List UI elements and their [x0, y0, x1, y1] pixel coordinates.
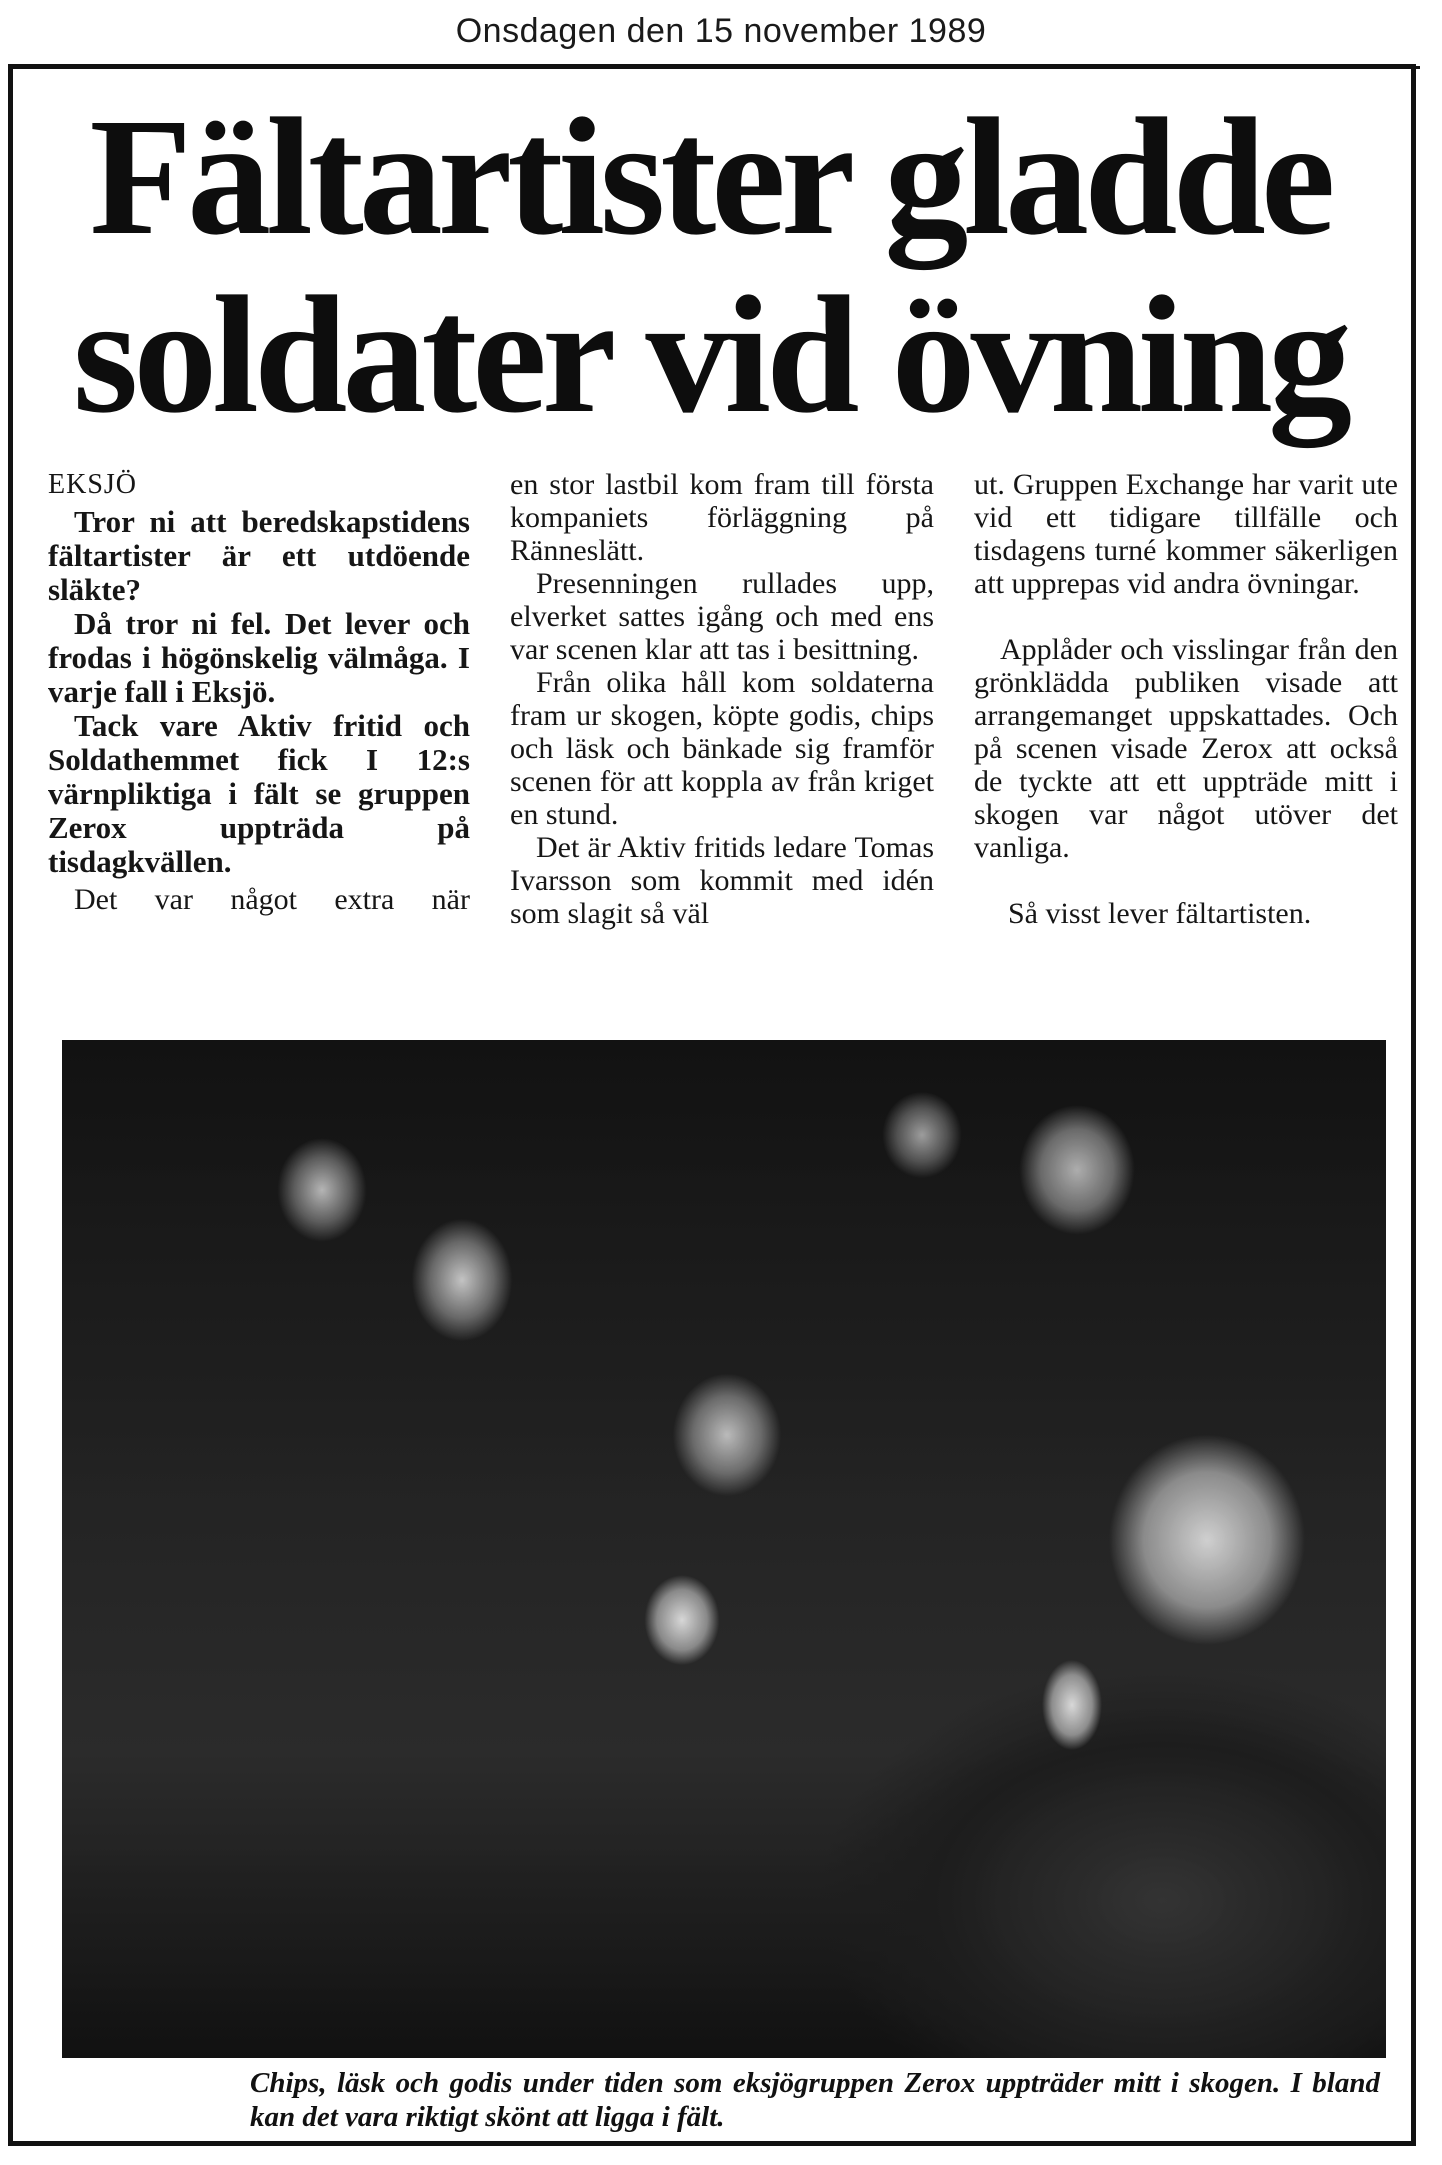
photo-caption: Chips, läsk och godis under tiden som eksjögruppen Zerox uppträder mitt i skogen. I bland kan det vara riktigt skönt att ligga i fält.: [250, 2067, 1380, 2133]
closing-paragraph: Så visst lever fältartisten.: [1008, 897, 1312, 930]
body-paragraph: Applåder och visslingar från den grönklädda publiken visade att arrangemanget uppskattades. Och på scenen visade Zerox att också de tyckte att ett uppträde mitt i skogen var något utöver det vanliga.: [974, 633, 1398, 864]
body-paragraph: en stor lastbil kom fram till första kompaniets förläggning på Ränneslätt.: [510, 468, 934, 567]
column-1: [48, 468, 470, 916]
lead-paragraph-1: Tror ni att beredskapstidens fältartister är ett utdöende släkte?: [48, 504, 470, 607]
body-paragraph-start: Det var något extra när: [74, 883, 470, 916]
top-rule: [420, 66, 1420, 69]
dateline: Onsdagen den 15 november 1989: [455, 12, 987, 50]
lead-paragraph-3: Tack vare Aktiv fritid och Soldathemmet fick I 12:s värnpliktiga i fält se gruppen Zerox uppträda på tisdagkvällen.: [48, 708, 470, 879]
place-name: EKSJÖ: [48, 469, 138, 500]
body-paragraph: ut. Gruppen Exchange har varit ute vid ett tidigare tillfälle och tisdagens turné kommer säkerligen att upprepas vid andra övningar.: [974, 468, 1398, 600]
lead-paragraph-2: Då tror ni fel. Det lever och frodas i högönskelig välmåga. I varje fall i Eksjö.: [48, 606, 470, 709]
news-photo: [62, 1040, 1386, 2058]
body-paragraph: Det är Aktiv fritids ledare Tomas Ivarsson som kommit med idén som slagit så väl: [510, 831, 934, 930]
headline: [40, 84, 1380, 448]
headline-line-2: soldater vid övning: [72, 262, 1348, 448]
body-paragraph: Från olika håll kom soldaterna fram ur skogen, köpte godis, chips och läsk och bänkade sig framför scenen för att koppla av från kriget en stund.: [510, 666, 934, 831]
column-2: [510, 468, 934, 930]
headline-line-1: Fältartister gladde: [89, 84, 1331, 270]
body-paragraph: Presenningen rullades upp, elverket sattes igång och med ens var scenen klar att tas i besittning.: [510, 567, 934, 666]
column-3: [974, 468, 1398, 930]
